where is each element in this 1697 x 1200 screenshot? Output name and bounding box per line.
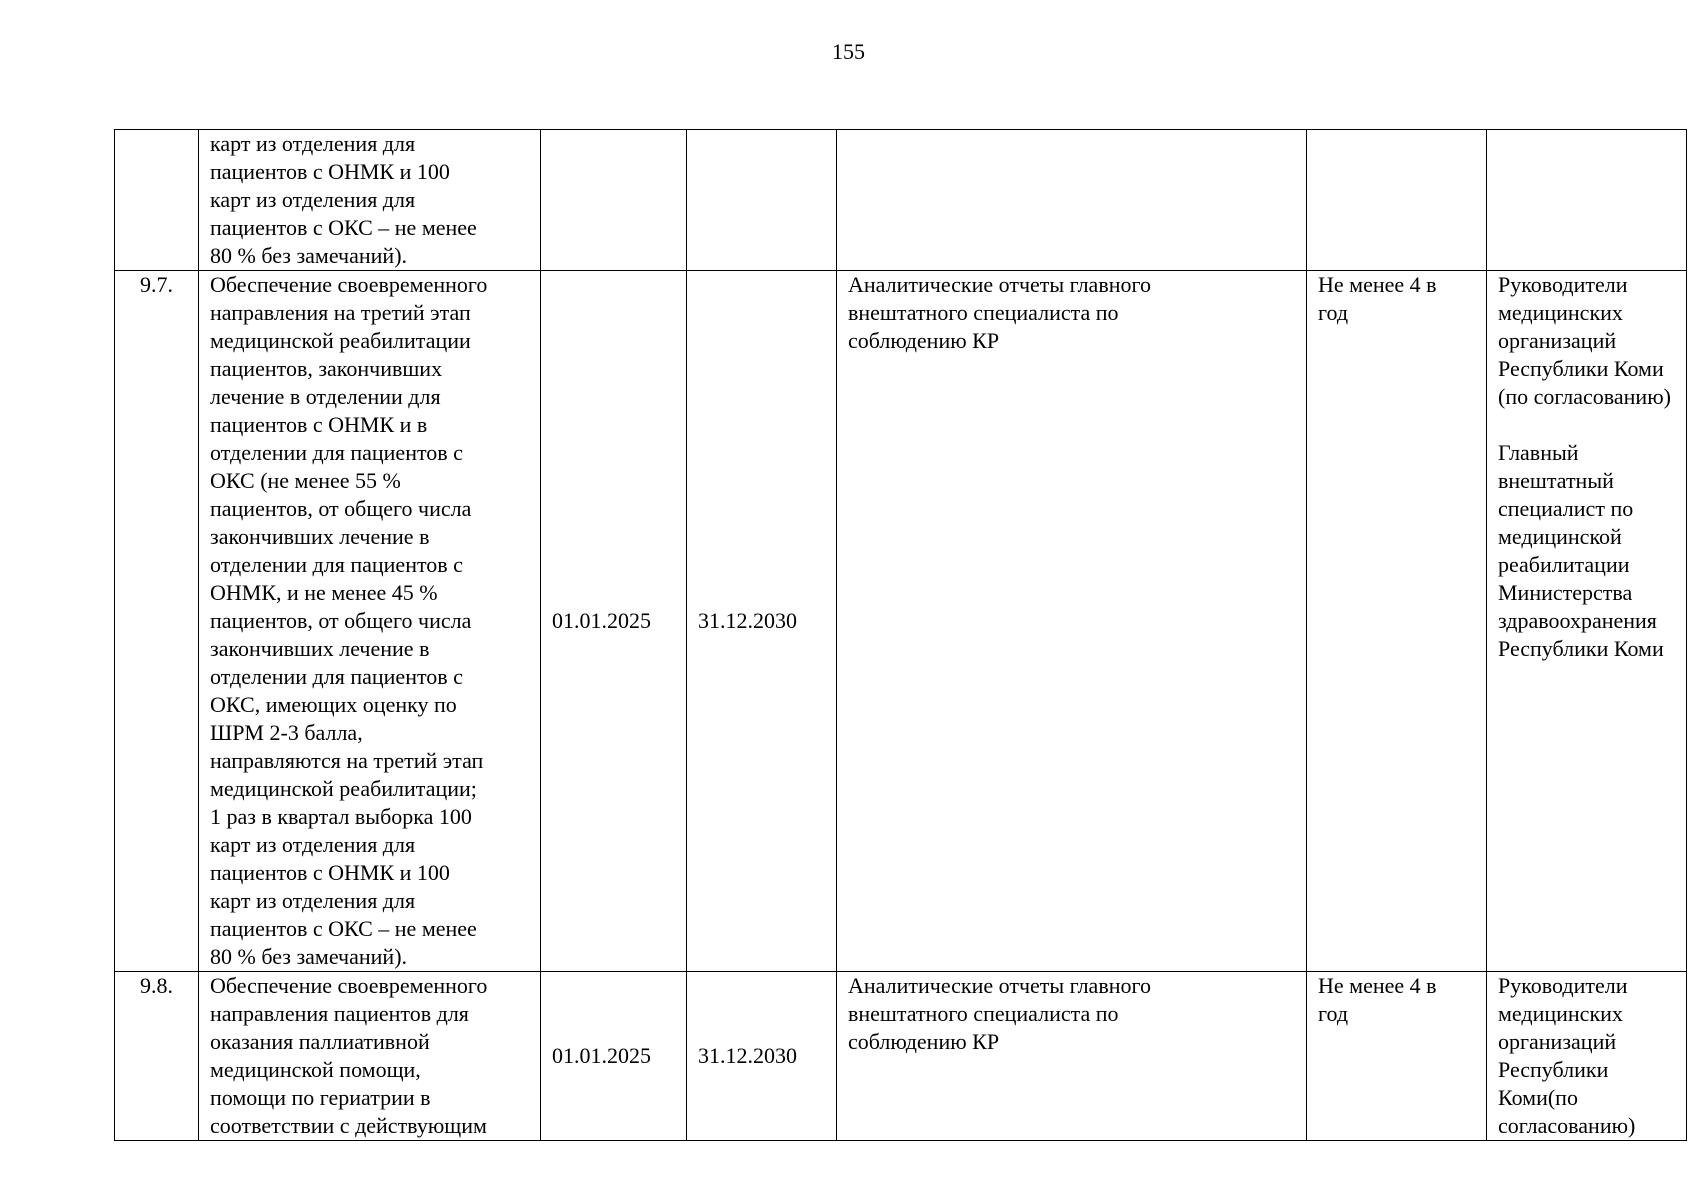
- responsible-cell-line: специалист по: [1498, 496, 1634, 521]
- responsible-cell-line: Главный: [1498, 440, 1579, 465]
- responsible-cell: [1487, 130, 1687, 271]
- measure-cell-line: пациентов, закончивших: [210, 356, 443, 381]
- result-cell-line: внештатного специалиста по: [848, 1001, 1119, 1026]
- table-row: [115, 130, 1687, 271]
- frequency-cell-line: год: [1318, 1001, 1349, 1026]
- measure-cell-line: помощи по гериатрии в: [210, 1085, 431, 1110]
- measure-cell-line: 1 раз в квартал выборка 100: [210, 804, 472, 829]
- item-number: [115, 130, 199, 271]
- measure-cell-line: закончивших лечение в: [210, 636, 430, 661]
- measure-cell-line: ОНМК, и не менее 45 %: [210, 580, 438, 605]
- measure-cell-line: лечение в отделении для: [210, 384, 441, 409]
- measure-cell-line: соответствии с действующим: [210, 1113, 487, 1138]
- result-cell-line: соблюдению КР: [848, 1029, 1000, 1054]
- frequency-cell-line: Не менее 4 в: [1318, 272, 1437, 297]
- frequency-cell: [1307, 972, 1487, 1141]
- result-cell: [837, 271, 1307, 972]
- measure-cell-line: 80 % без замечаний).: [210, 944, 408, 969]
- action-plan-table: [114, 129, 1687, 1141]
- responsible-cell-line: Руководители: [1498, 272, 1628, 297]
- responsible-cell: [1487, 972, 1687, 1141]
- measure-cell-line: карт из отделения для: [210, 888, 416, 913]
- start-date: [541, 130, 687, 271]
- measure-cell: [199, 271, 541, 972]
- item-number: 9.8.: [115, 972, 199, 1141]
- measure-cell-line: Обеспечение своевременного: [210, 973, 488, 998]
- responsible-cell-line: Республики Коми: [1498, 636, 1664, 661]
- end-date: [687, 130, 837, 271]
- page-number: 155: [832, 39, 865, 64]
- measure-cell-line: отделении для пациентов с: [210, 552, 463, 577]
- measure-cell-line: карт из отделения для: [210, 131, 416, 156]
- responsible-cell-line: медицинских: [1498, 300, 1623, 325]
- responsible-cell-line: Коми(по: [1498, 1085, 1578, 1110]
- responsible-cell-line: организаций: [1498, 328, 1617, 353]
- start-date: 01.01.2025: [541, 972, 687, 1141]
- end-date: 31.12.2030: [687, 271, 837, 972]
- measure-cell-line: ОКС, имеющих оценку по: [210, 692, 457, 717]
- frequency-cell: [1307, 271, 1487, 972]
- measure-cell-line: пациентов с ОНМК и 100: [210, 860, 450, 885]
- measure-cell-line: закончивших лечение в: [210, 524, 430, 549]
- measure-cell-line: ШРМ 2-3 балла,: [210, 720, 363, 745]
- measure-cell: [199, 130, 541, 271]
- item-number: 9.7.: [115, 271, 199, 972]
- frequency-cell: [1307, 130, 1487, 271]
- frequency-cell-line: год: [1318, 300, 1349, 325]
- frequency-cell-line: Не менее 4 в: [1318, 973, 1437, 998]
- result-cell-line: Аналитические отчеты главного: [848, 272, 1151, 297]
- measure-cell-line: 80 % без замечаний).: [210, 243, 408, 268]
- result-cell-line: Аналитические отчеты главного: [848, 973, 1151, 998]
- measure-cell-line: пациентов, от общего числа: [210, 608, 472, 633]
- responsible-cell-line: Министерства: [1498, 580, 1633, 605]
- measure-cell-line: направления пациентов для: [210, 1001, 469, 1026]
- measure-cell-line: Обеспечение своевременного: [210, 272, 488, 297]
- measure-cell: [199, 972, 541, 1141]
- measure-cell-line: отделении для пациентов с: [210, 664, 463, 689]
- measure-cell-line: пациентов с ОКС – не менее: [210, 916, 477, 941]
- measure-cell-line: пациентов с ОНМК и 100: [210, 159, 450, 184]
- end-date: 31.12.2030: [687, 972, 837, 1141]
- measure-cell-line: направления на третий этап: [210, 300, 471, 325]
- responsible-cell-line: Руководители: [1498, 973, 1628, 998]
- responsible-cell: [1487, 271, 1687, 972]
- measure-cell-line: карт из отделения для: [210, 832, 416, 857]
- measure-cell-line: пациентов с ОНМК и в: [210, 412, 428, 437]
- start-date: 01.01.2025: [541, 271, 687, 972]
- responsible-cell-line: согласованию): [1498, 1113, 1636, 1138]
- responsible-cell-line: реабилитации: [1498, 552, 1630, 577]
- measure-cell-line: пациентов, от общего числа: [210, 496, 472, 521]
- responsible-cell-line: медицинских: [1498, 1001, 1623, 1026]
- measure-cell-line: медицинской реабилитации;: [210, 776, 477, 801]
- measure-cell-line: карт из отделения для: [210, 187, 416, 212]
- measure-cell-line: медицинской реабилитации: [210, 328, 471, 353]
- responsible-cell-line: внештатный: [1498, 468, 1614, 493]
- responsible-cell-line: Республики Коми: [1498, 356, 1664, 381]
- measure-cell-line: медицинской помощи,: [210, 1057, 421, 1082]
- responsible-cell-line: медицинской: [1498, 524, 1622, 549]
- measure-cell-line: отделении для пациентов с: [210, 440, 463, 465]
- measure-cell-line: пациентов с ОКС – не менее: [210, 215, 477, 240]
- table-row: [115, 972, 1687, 1141]
- responsible-cell-line: здравоохранения: [1498, 608, 1657, 633]
- measure-cell-line: ОКС (не менее 55 %: [210, 468, 401, 493]
- result-cell-line: соблюдению КР: [848, 328, 1000, 353]
- measure-cell-line: направляются на третий этап: [210, 748, 484, 773]
- result-cell: [837, 972, 1307, 1141]
- measure-cell-line: оказания паллиативной: [210, 1029, 430, 1054]
- result-cell-line: внештатного специалиста по: [848, 300, 1119, 325]
- table-row: [115, 271, 1687, 972]
- result-cell: [837, 130, 1307, 271]
- responsible-cell-line: (по согласованию): [1498, 384, 1671, 409]
- responsible-cell-line: организаций: [1498, 1029, 1617, 1054]
- responsible-cell-line: Республики: [1498, 1057, 1609, 1082]
